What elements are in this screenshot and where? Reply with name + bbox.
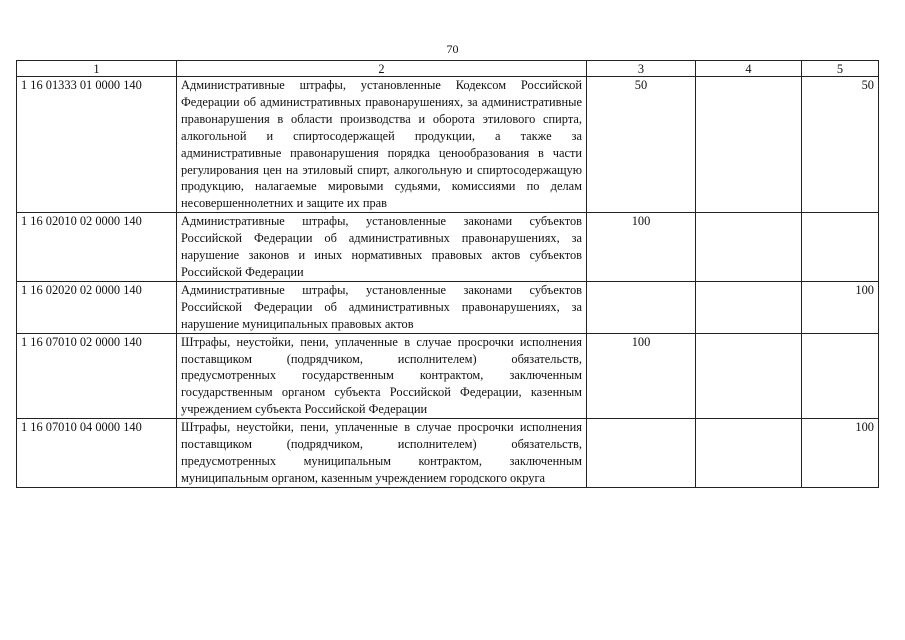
- row-value-col5: [802, 213, 879, 282]
- row-code: 1 16 02020 02 0000 140: [17, 281, 177, 333]
- row-code: 1 16 01333 01 0000 140: [17, 77, 177, 213]
- row-value-col4: [696, 77, 802, 213]
- row-value-col3: [587, 281, 696, 333]
- row-value-col5: 50: [802, 77, 879, 213]
- revenue-table: [16, 60, 879, 488]
- row-value-col5: 100: [802, 419, 879, 488]
- page-number: 70: [446, 42, 459, 56]
- table-row: [17, 213, 879, 282]
- table-row: [17, 77, 879, 213]
- row-value-col4: [696, 419, 802, 488]
- row-value-col3: 100: [587, 333, 696, 419]
- row-value-col4: [696, 333, 802, 419]
- row-value-col4: [696, 213, 802, 282]
- row-value-col3: 50: [587, 77, 696, 213]
- row-description: Административные штрафы, установленные законами субъектов Российской Федерации об административных правонарушениях, за нарушение муниципальных правовых актов: [177, 281, 587, 333]
- table-row: [17, 281, 879, 333]
- row-value-col3: [587, 419, 696, 488]
- row-value-col4: [696, 281, 802, 333]
- column-header-1: 1: [17, 61, 177, 77]
- row-value-col5: 100: [802, 281, 879, 333]
- column-header-2: 2: [177, 61, 587, 77]
- column-header-4: 4: [696, 61, 802, 77]
- row-description: Штрафы, неустойки, пени, уплаченные в случае просрочки исполнения поставщиком (подрядчиком, исполнителем) обязательств, предусмотренных государственным контрактом, заключенным государственным органом субъекта Российской Федерации, казенным учреждением субъекта Российской Федерации: [177, 333, 587, 419]
- table-row: [17, 333, 879, 419]
- row-description: Административные штрафы, установленные законами субъектов Российской Федерации об административных правонарушениях, за нарушение законов и иных нормативных правовых актов субъектов Российской Федерации: [177, 213, 587, 282]
- table-row: [17, 419, 879, 488]
- row-code: 1 16 07010 04 0000 140: [17, 419, 177, 488]
- table-header-row: [17, 61, 879, 77]
- column-header-5: 5: [802, 61, 879, 77]
- row-value-col3: 100: [587, 213, 696, 282]
- row-value-col5: [802, 333, 879, 419]
- row-code: 1 16 02010 02 0000 140: [17, 213, 177, 282]
- row-description: Административные штрафы, установленные Кодексом Российской Федерации об административных правонарушениях, за административные правонарушения в области производства и оборота этилового спирта, алкогольной и спиртосодержащей продукции, а также за административные правонарушения порядка ценообразования в части регулирования цен на этиловый спирт, алкогольную и спиртосодержащую продукцию, налагаемые мировыми судьями, комиссиями по делам несовершеннолетних и защите их прав: [177, 77, 587, 213]
- row-description: Штрафы, неустойки, пени, уплаченные в случае просрочки исполнения поставщиком (подрядчиком, исполнителем) обязательств, предусмотренных муниципальным контрактом, заключенным муниципальным органом, казенным учреждением городского округа: [177, 419, 587, 488]
- row-code: 1 16 07010 02 0000 140: [17, 333, 177, 419]
- column-header-3: 3: [587, 61, 696, 77]
